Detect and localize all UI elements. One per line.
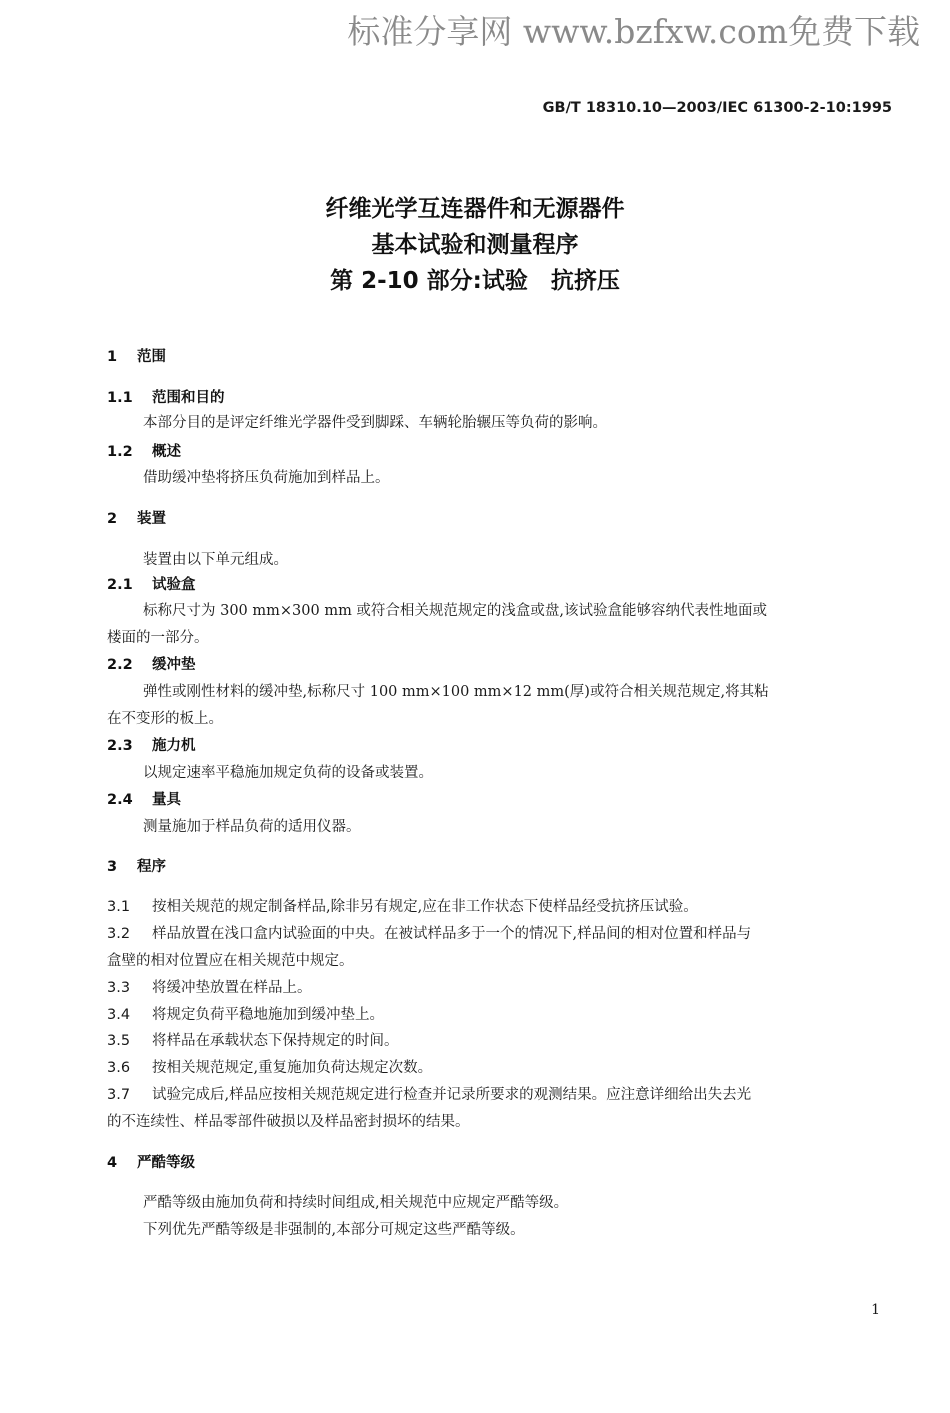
section-title: 装置 — [137, 511, 166, 527]
section-2-4-heading — [107, 788, 181, 809]
section-2-heading — [107, 507, 166, 528]
section-number: 3.7 — [107, 1087, 131, 1103]
section-title: 严酷等级 — [137, 1155, 195, 1171]
section-text: 按相关规范规定,重复施加负荷达规定次数。 — [152, 1060, 433, 1076]
section-number: 4 — [107, 1155, 118, 1171]
section-text: 按相关规范的规定制备样品,除非另有规定,应在非工作状态下使样品经受抗挤压试验。 — [152, 899, 698, 915]
section-text: 将规定负荷平稳地施加到缓冲垫上。 — [152, 1007, 384, 1023]
section-number: 3.5 — [107, 1033, 131, 1049]
section-2-1-heading — [107, 573, 196, 594]
section-title: 概述 — [152, 444, 181, 460]
section-4-text-line-1: 严酷等级由施加负荷和持续时间组成,相关规范中应规定严酷等级。 — [143, 1195, 569, 1211]
page-number: 1 — [871, 1302, 880, 1318]
section-number: 1 — [107, 349, 118, 365]
section-number: 2.1 — [107, 577, 133, 593]
section-2-1-text-line-1: 标称尺寸为 300 mm×300 mm 或符合相关规范规定的浅盒或盘,该试验盒能够容纳代表性地面或 — [143, 603, 768, 619]
section-2-2-heading — [107, 653, 196, 674]
section-2-1-text-line-2: 楼面的一部分。 — [107, 630, 209, 646]
section-1-heading — [107, 345, 166, 366]
section-3-7-text-line-2: 的不连续性、样品零部件破损以及样品密封损坏的结果。 — [107, 1114, 470, 1130]
section-text: 将样品在承载状态下保持规定的时间。 — [152, 1033, 399, 1049]
section-number: 3.1 — [107, 899, 131, 915]
section-text: 试验完成后,样品应按相关规范规定进行检查并记录所要求的观测结果。应注意详细给出失去光 — [152, 1087, 752, 1103]
section-number: 3 — [107, 859, 118, 875]
section-number: 2.3 — [107, 738, 133, 754]
section-number: 2 — [107, 511, 118, 527]
section-number: 3.3 — [107, 980, 131, 996]
section-number: 3.6 — [107, 1060, 131, 1076]
section-4-heading — [107, 1151, 195, 1172]
section-3-4-text — [107, 1003, 384, 1024]
section-title: 程序 — [137, 859, 166, 875]
section-2-text: 装置由以下单元组成。 — [143, 552, 288, 568]
section-title: 试验盒 — [152, 577, 196, 593]
title-line-1: 纤维光学互连器件和无源器件 — [325, 196, 625, 222]
title-line-2: 基本试验和测量程序 — [371, 232, 579, 258]
section-2-2-text-line-1: 弹性或刚性材料的缓冲垫,标称尺寸 100 mm×100 mm×12 mm(厚)或符合相关规范规定,将其粘 — [143, 684, 769, 700]
section-3-5-text — [107, 1029, 399, 1050]
section-1-2-text: 借助缓冲垫将挤压负荷施加到样品上。 — [143, 470, 390, 486]
section-2-3-heading — [107, 734, 196, 755]
section-1-1-heading — [107, 386, 225, 407]
section-number: 3.4 — [107, 1007, 131, 1023]
section-3-2-text-line-1 — [107, 922, 751, 943]
section-1-1-text: 本部分目的是评定纤维光学器件受到脚踩、车辆轮胎辗压等负荷的影响。 — [143, 415, 607, 431]
standard-code: GB/T 18310.10—2003/IEC 61300-2-10:1995 — [542, 100, 892, 116]
section-number: 1.1 — [107, 390, 133, 406]
section-number: 1.2 — [107, 444, 133, 460]
section-text: 将缓冲垫放置在样品上。 — [152, 980, 312, 996]
section-number: 3.2 — [107, 926, 131, 942]
title-line-3: 第 2-10 部分:试验 抗挤压 — [330, 268, 620, 294]
section-title: 量具 — [152, 792, 181, 808]
section-3-2-text-line-2: 盒壁的相对位置应在相关规范中规定。 — [107, 953, 354, 969]
section-title: 范围和目的 — [152, 390, 225, 406]
section-title: 范围 — [137, 349, 166, 365]
section-3-3-text — [107, 976, 312, 997]
section-title: 施力机 — [152, 738, 196, 754]
section-3-heading — [107, 855, 166, 876]
section-3-6-text — [107, 1056, 432, 1077]
section-2-3-text: 以规定速率平稳施加规定负荷的设备或装置。 — [143, 765, 433, 781]
section-title: 缓冲垫 — [152, 657, 196, 673]
watermark: 标准分享网 www.bzfxw.com免费下载 — [347, 12, 920, 51]
section-1-2-heading — [107, 440, 181, 461]
section-2-2-text-line-2: 在不变形的板上。 — [107, 711, 223, 727]
section-3-1-text — [107, 895, 698, 916]
section-number: 2.4 — [107, 792, 133, 808]
section-text: 样品放置在浅口盒内试验面的中央。在被试样品多于一个的情况下,样品间的相对位置和样品与 — [152, 926, 752, 942]
section-number: 2.2 — [107, 657, 133, 673]
section-3-7-text-line-1 — [107, 1083, 751, 1104]
section-4-text-line-2: 下列优先严酷等级是非强制的,本部分可规定这些严酷等级。 — [143, 1222, 525, 1238]
section-2-4-text: 测量施加于样品负荷的适用仪器。 — [143, 819, 361, 835]
